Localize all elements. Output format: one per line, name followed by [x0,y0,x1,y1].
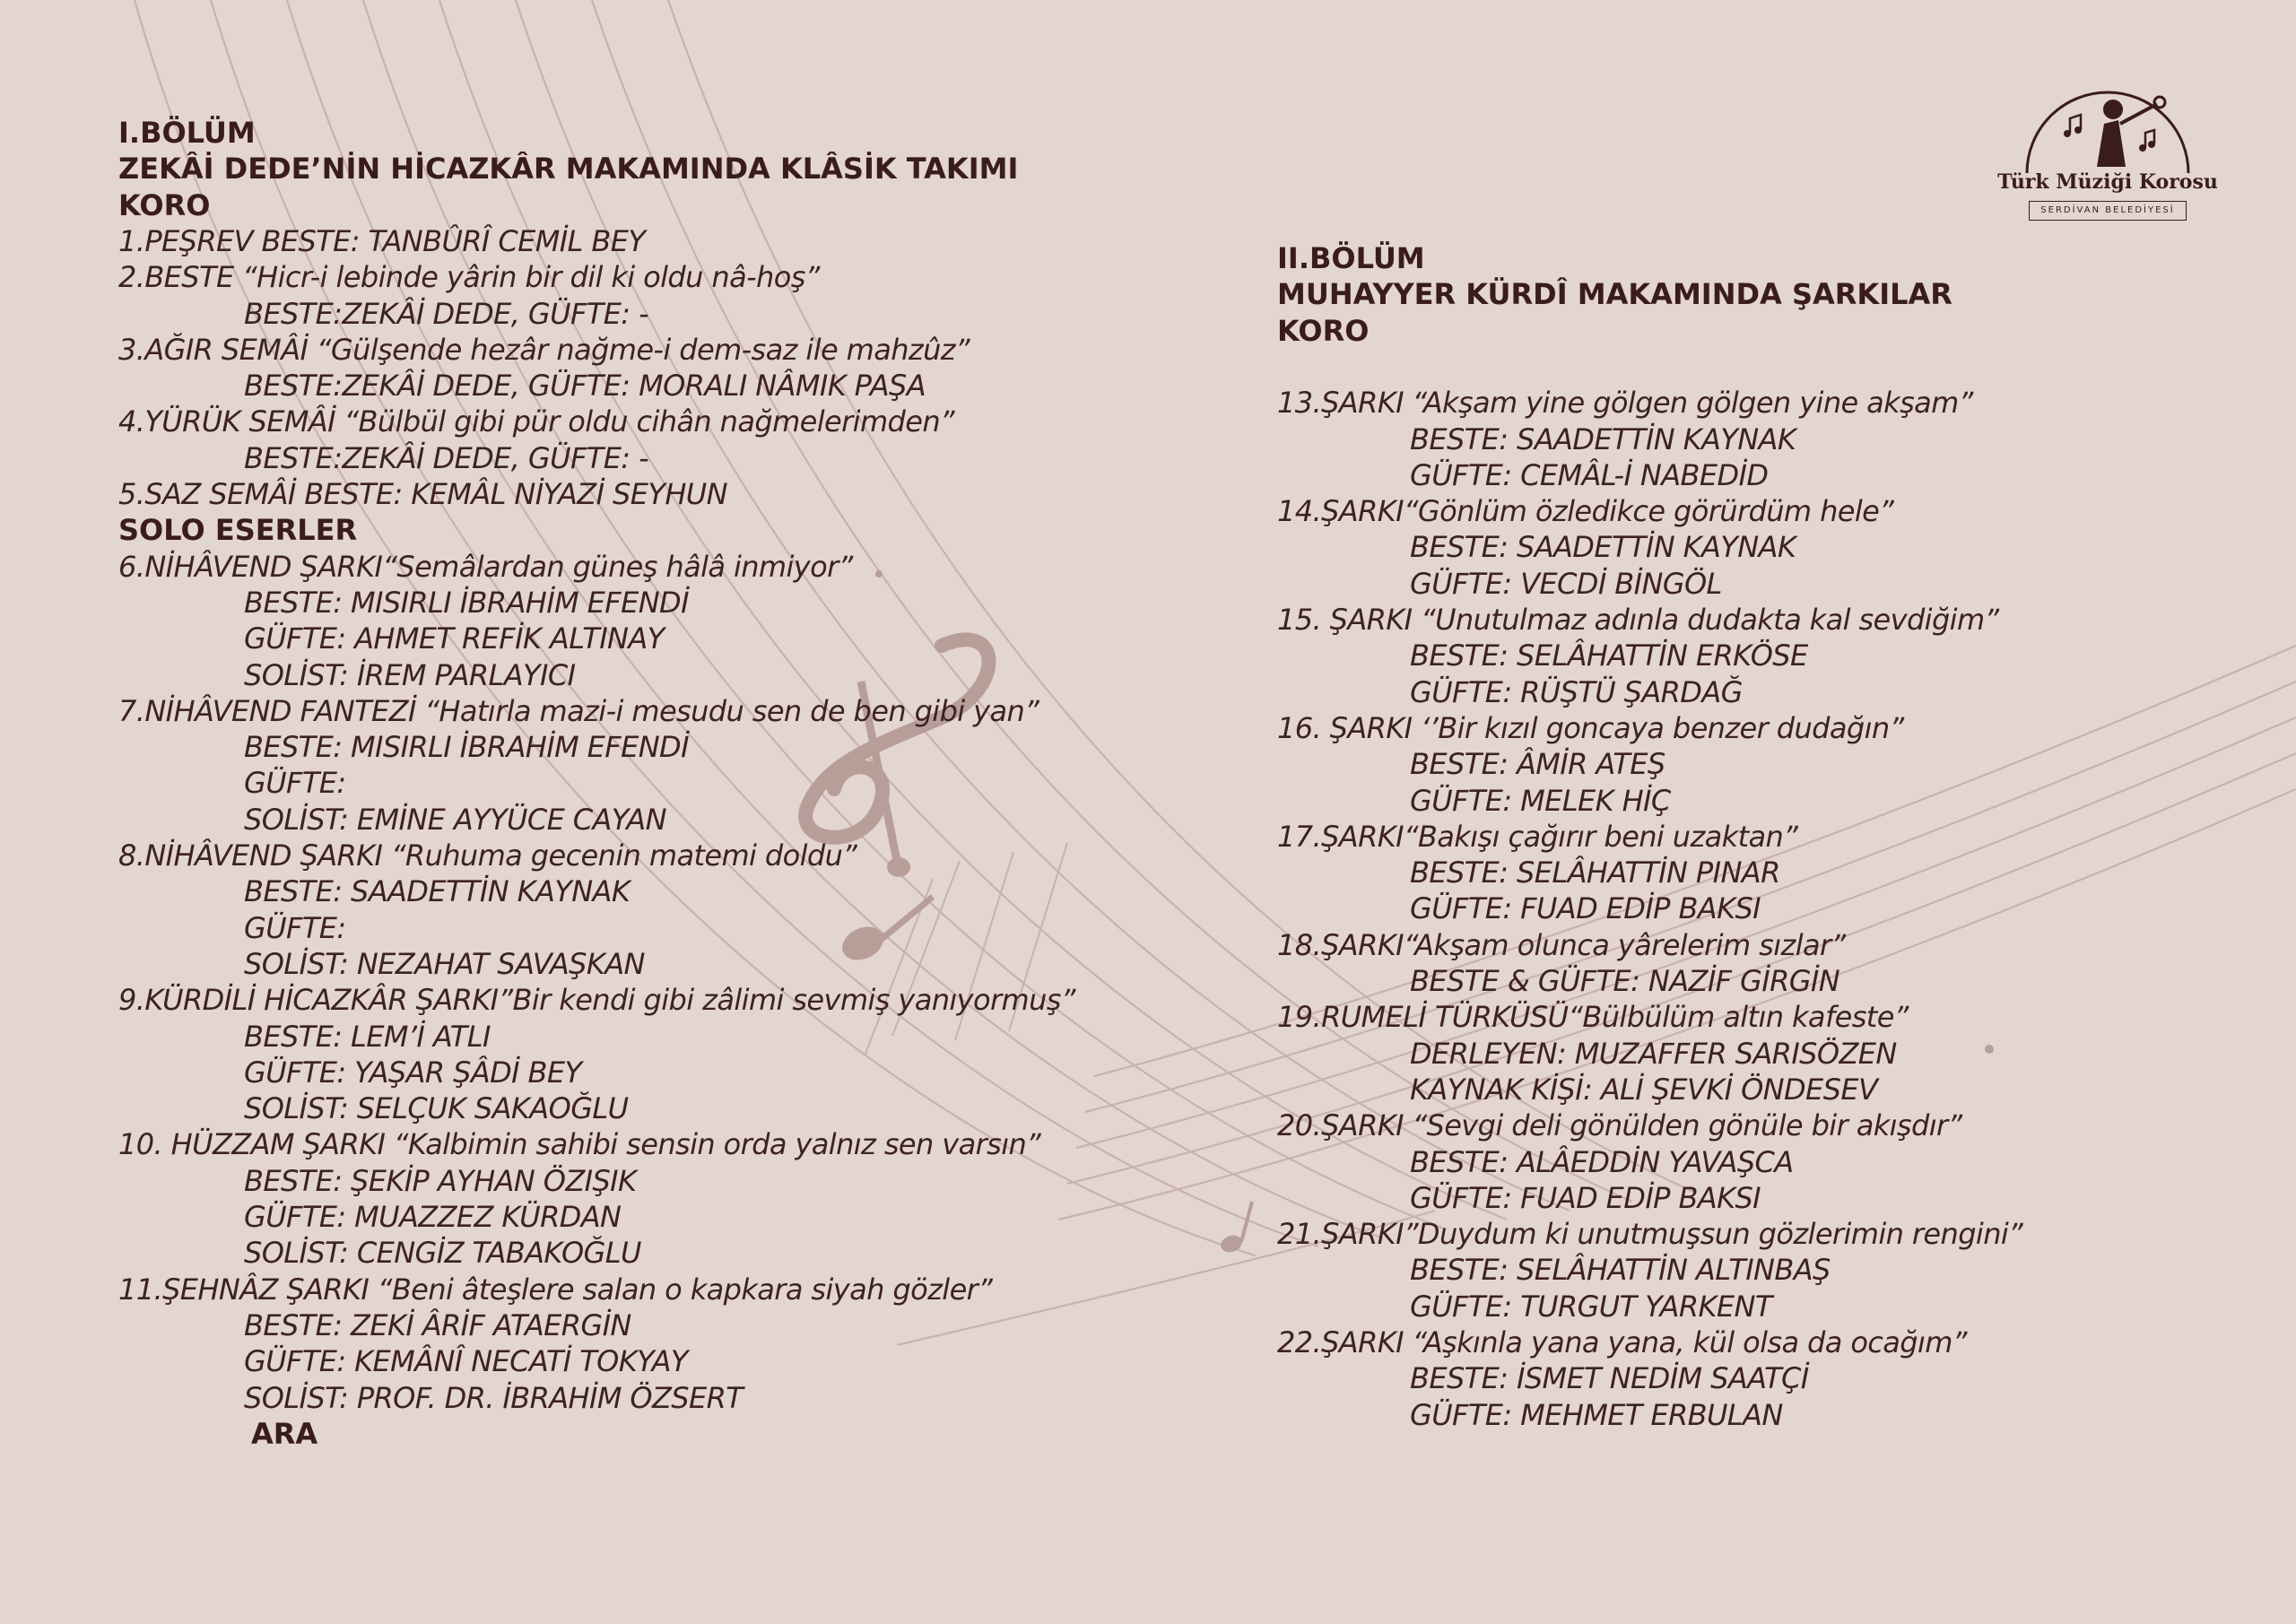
credit-line: GÜFTE: YAŞAR ŞÂDİ BEY [244,1055,582,1090]
piece-title: 5.SAZ SEMÂİ BESTE: KEMÂL NİYAZİ SEYHUN [118,477,727,511]
credit-line: BESTE: LEM’İ ATLI [244,1020,491,1054]
credit-line: SOLİST: SELÇUK SAKAOĞLU [244,1091,629,1125]
piece-title: 11.ŞEHNÂZ ŞARKI “Beni âteşlere salan o kapkara siyah gözler” [118,1272,993,1307]
piece-title: 2.BESTE “Hicr-i lebinde yârin bir dil ki oldu nâ-hoş” [118,260,820,294]
choir-logo [1991,88,2224,231]
piece-title: 15. ŞARKI “Unutulmaz adınla dudakta kal sevdiğim” [1277,603,1999,637]
piece-title: 4.YÜRÜK SEMÂİ “Bülbül gibi pür oldu cihân nağmelerimden” [118,404,954,439]
piece-title: 22.ŞARKI “Aşkınla yana yana, kül olsa da ocağım” [1277,1325,1967,1359]
piece-title: 16. ŞARKI ‘’Bir kızıl goncaya benzer dudağın” [1277,711,1904,745]
credit-line: GÜFTE: [244,766,346,800]
credit-line: BESTE: ALÂEDDİN YAVAŞCA [1410,1145,1794,1179]
credit-line: SOLİST: PROF. DR. İBRAHİM ÖZSERT [244,1381,744,1415]
piece-title: 9.KÜRDİLİ HİCAZKÂR ŞARKI”Bir kendi gibi zâlimi sevmiş yanıyormuş” [118,983,1075,1017]
piece-title: 14.ŞARKI“Gönlüm özledikce görürdüm hele” [1277,494,1894,528]
credit-line: BESTE: ZEKİ ÂRİF ATAERGİN [244,1308,631,1342]
credit-line: GÜFTE: FUAD EDİP BAKSI [1410,891,1761,925]
credit-line: BESTE & GÜFTE: NAZİF GİRGİN [1410,964,1840,998]
credit-line: BESTE: İSMET NEDİM SAATÇİ [1410,1361,1809,1395]
section-heading: SOLO ESERLER [118,513,358,547]
logo-subtitle: SERDİVAN BELEDİYESİ [2029,201,2187,221]
credit-line: GÜFTE: MEHMET ERBULAN [1410,1398,1783,1432]
credit-line: SOLİST: İREM PARLAYICI [244,658,576,692]
choir-logo-icon [1991,88,2224,178]
section-heading: ZEKÂİ DEDE’NİN HİCAZKÂR MAKAMINDA KLÂSİK TAKIMI [118,152,1019,186]
credit-line: GÜFTE: VECDİ BİNGÖL [1410,567,1722,601]
credit-line: BESTE: ÂMİR ATEŞ [1410,747,1665,781]
credit-line: BESTE: SAADETTİN KAYNAK [1410,422,1796,456]
credit-line: GÜFTE: RÜŞTÜ ŞARDAĞ [1410,675,1743,709]
credit-line: GÜFTE: [244,911,346,945]
credit-line: GÜFTE: TURGUT YARKENT [1410,1290,1772,1324]
credit-line: GÜFTE: CEMÂL-İ NABEDİD [1410,458,1769,492]
section-heading: II.BÖLÜM [1277,241,1425,275]
credit-line: DERLEYEN: MUZAFFER SARISÖZEN [1410,1037,1897,1071]
credit-line: GÜFTE: MUAZZEZ KÜRDAN [244,1200,622,1234]
credit-line: GÜFTE: MELEK HİÇ [1410,784,1671,818]
credit-line: BESTE: SAADETTİN KAYNAK [1410,530,1796,564]
piece-title: 10. HÜZZAM ŞARKI “Kalbimin sahibi sensin orda yalnız sen varsın” [118,1127,1041,1161]
credit-line: GÜFTE: FUAD EDİP BAKSI [1410,1181,1761,1215]
credit-line: BESTE:ZEKÂİ DEDE, GÜFTE: - [244,441,649,475]
credit-line: BESTE:ZEKÂİ DEDE, GÜFTE: - [244,297,649,331]
credit-line: BESTE: SAADETTİN KAYNAK [244,874,631,908]
credit-line: BESTE:ZEKÂİ DEDE, GÜFTE: MORALI NÂMIK PAŞA [244,369,926,403]
credit-line: BESTE: SELÂHATTİN ERKÖSE [1410,638,1808,673]
music-note-icon [837,897,933,967]
credit-line: BESTE: SELÂHATTİN ALTINBAŞ [1410,1253,1831,1287]
credit-line: KAYNAK KİŞİ: ALİ ŞEVKİ ÖNDESEV [1410,1073,1878,1107]
section-heading: KORO [118,188,211,222]
logo-title: Türk Müziği Korosu [1997,170,2218,194]
piece-title: 8.NİHÂVEND ŞARKI “Ruhuma gecenin matemi doldu” [118,838,857,873]
credit-line: SOLİST: CENGİZ TABAKOĞLU [244,1236,641,1270]
credit-line: BESTE: SELÂHATTİN PINAR [1410,855,1780,890]
piece-title: 20.ŞARKI “Sevgi deli gönülden gönüle bir akışdır” [1277,1108,1962,1142]
piece-title: 13.ŞARKI “Akşam yine gölgen gölgen yine akşam” [1277,386,1973,420]
credit-line: BESTE: MISIRLI İBRAHİM EFENDİ [244,586,689,620]
piece-title: 17.ŞARKI“Bakışı çağırır beni uzaktan” [1277,820,1798,854]
credit-line: SOLİST: NEZAHAT SAVAŞKAN [244,947,645,981]
piece-title: 18.ŞARKI“Akşam olunca yârelerim sızlar” [1277,928,1846,962]
piece-title: 19.RUMELİ TÜRKÜSÜ“Bülbülüm altın kafeste” [1277,1000,1909,1034]
credit-line: GÜFTE: AHMET REFİK ALTINAY [244,621,665,656]
piece-title: 1.PEŞREV BESTE: TANBÛRÎ CEMİL BEY [118,224,646,258]
section-heading: MUHAYYER KÜRDÎ MAKAMINDA ŞARKILAR [1277,277,1952,311]
piece-title: 21.ŞARKI”Duydum ki unutmuşsun gözlerimin rengini” [1277,1217,2023,1251]
credit-line: BESTE: ŞEKİP AYHAN ÖZIŞIK [244,1164,637,1198]
section-heading: ARA [251,1417,318,1451]
section-heading: I.BÖLÜM [118,116,256,150]
piece-title: 3.AĞIR SEMÂİ “Gülşende hezâr nağme-i dem-saz ile mahzûz” [118,333,970,367]
credit-line: BESTE: MISIRLI İBRAHİM EFENDİ [244,730,689,764]
credit-line: SOLİST: EMİNE AYYÜCE CAYAN [244,803,666,837]
section-heading: KORO [1277,314,1370,348]
piece-title: 7.NİHÂVEND FANTEZİ “Hatırla mazi-i mesudu sen de ben gibi yan” [118,694,1039,728]
credit-line: GÜFTE: KEMÂNÎ NECATİ TOKYAY [244,1344,688,1378]
piece-title: 6.NİHÂVEND ŞARKI“Semâlardan güneş hâlâ inmiyor” [118,550,853,584]
